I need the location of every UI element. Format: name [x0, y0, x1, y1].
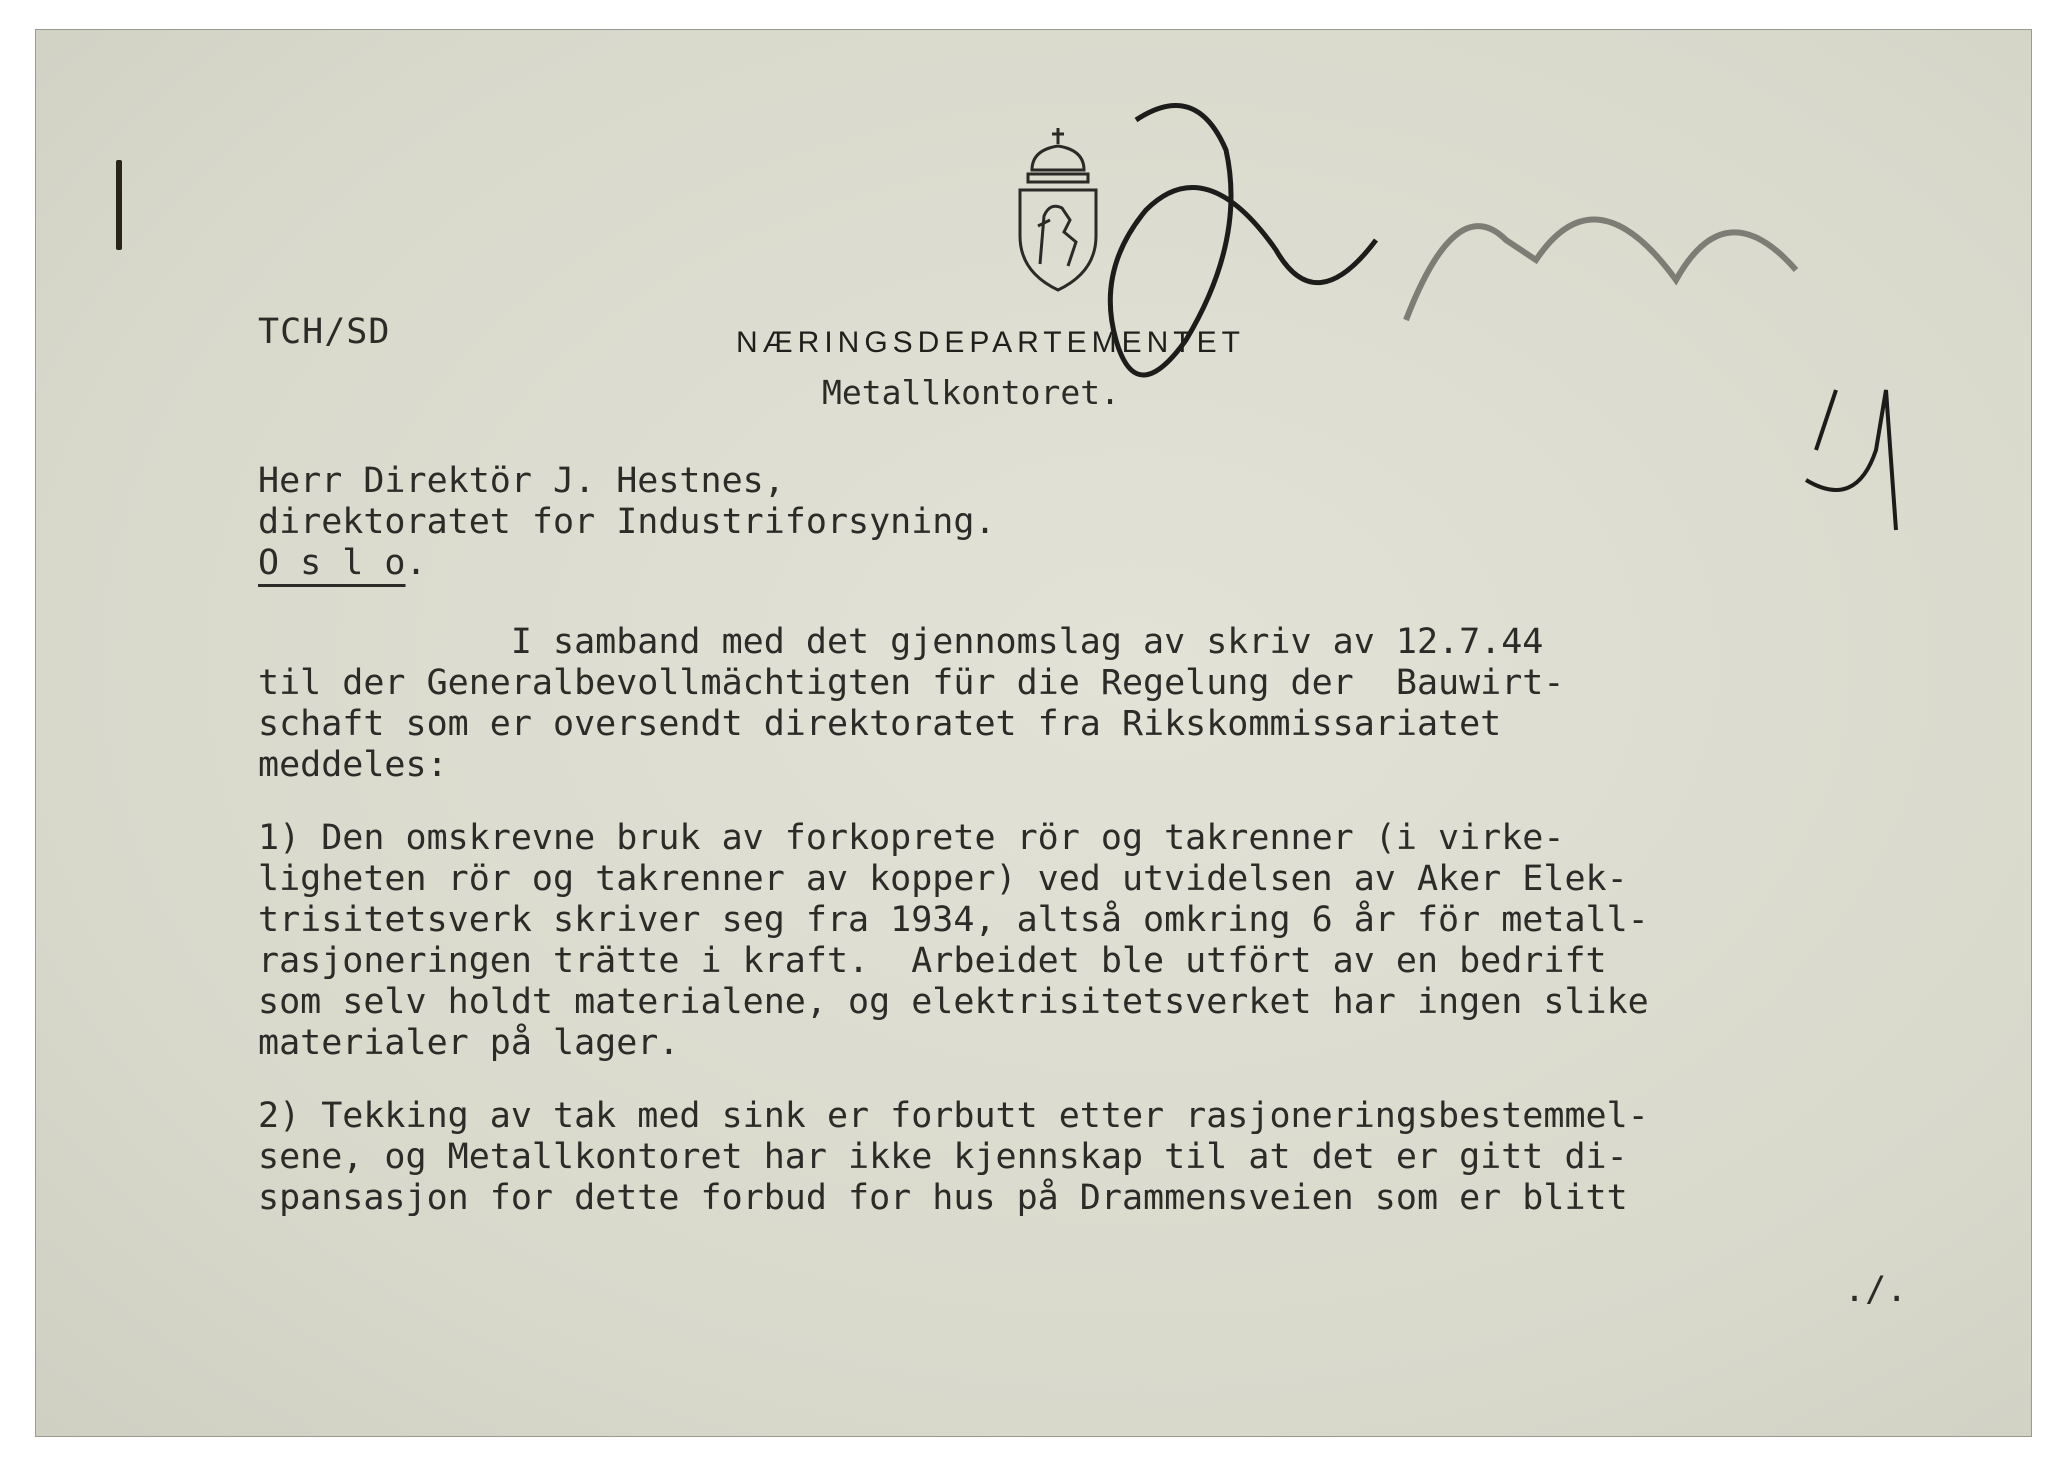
- point-two-paragraph: 2) Tekking av tak med sink er forbutt etter rasjoneringsbestemmel- sene, og Metallkontoret har ikke kjennskap til at det er gitt di- spansasjon for dette forbud for hus på Drammensveien som er blitt: [258, 1096, 1649, 1218]
- document-page: [36, 30, 2031, 1436]
- point-one-paragraph: 1) Den omskrevne bruk av forkoprete rör og takrenner (i virke- ligheten rör og takrenner av kopper) ved utvidelsen av Aker Elek- trisitetsverk skriver seg fra 1934, altså omkring 6 år för metall- rasjoneringen trätte i kraft. Arbeidet ble utfört av en bedrift som selv holdt materialene, og elektrisitetsverket har ingen slike materialer på lager.: [258, 818, 1649, 1063]
- reference-code: TCH/SD: [258, 312, 391, 352]
- recipient-city: O s l o: [258, 543, 406, 583]
- recipient-line-1: Herr Direktör J. Hestnes,: [258, 461, 785, 501]
- handwritten-annotations: [1076, 90, 2006, 650]
- office-name: Metallkontoret.: [822, 373, 1121, 412]
- continuation-mark: ./.: [1844, 1270, 1908, 1310]
- department-name: NÆRINGSDEPARTEMENTET: [736, 326, 1245, 359]
- recipient-line-2: direktoratet for Industriforsyning.: [258, 502, 996, 542]
- arkivet-stroke: [1406, 220, 1796, 321]
- intro-paragraph: I samband med det gjennomslag av skriv av 12.7.44 til der Generalbevollmächtigten für die Regelung der Bauwirt- schaft som er oversendt direktoratet fra Rikskommissariatet meddeles:: [258, 622, 1565, 785]
- binding-mark: [116, 160, 122, 250]
- recipient-address: Herr Direktör J. Hestnes, direktoratet for Industriforsyning. O s l o.: [258, 461, 996, 583]
- initials-stroke: [1806, 390, 1896, 530]
